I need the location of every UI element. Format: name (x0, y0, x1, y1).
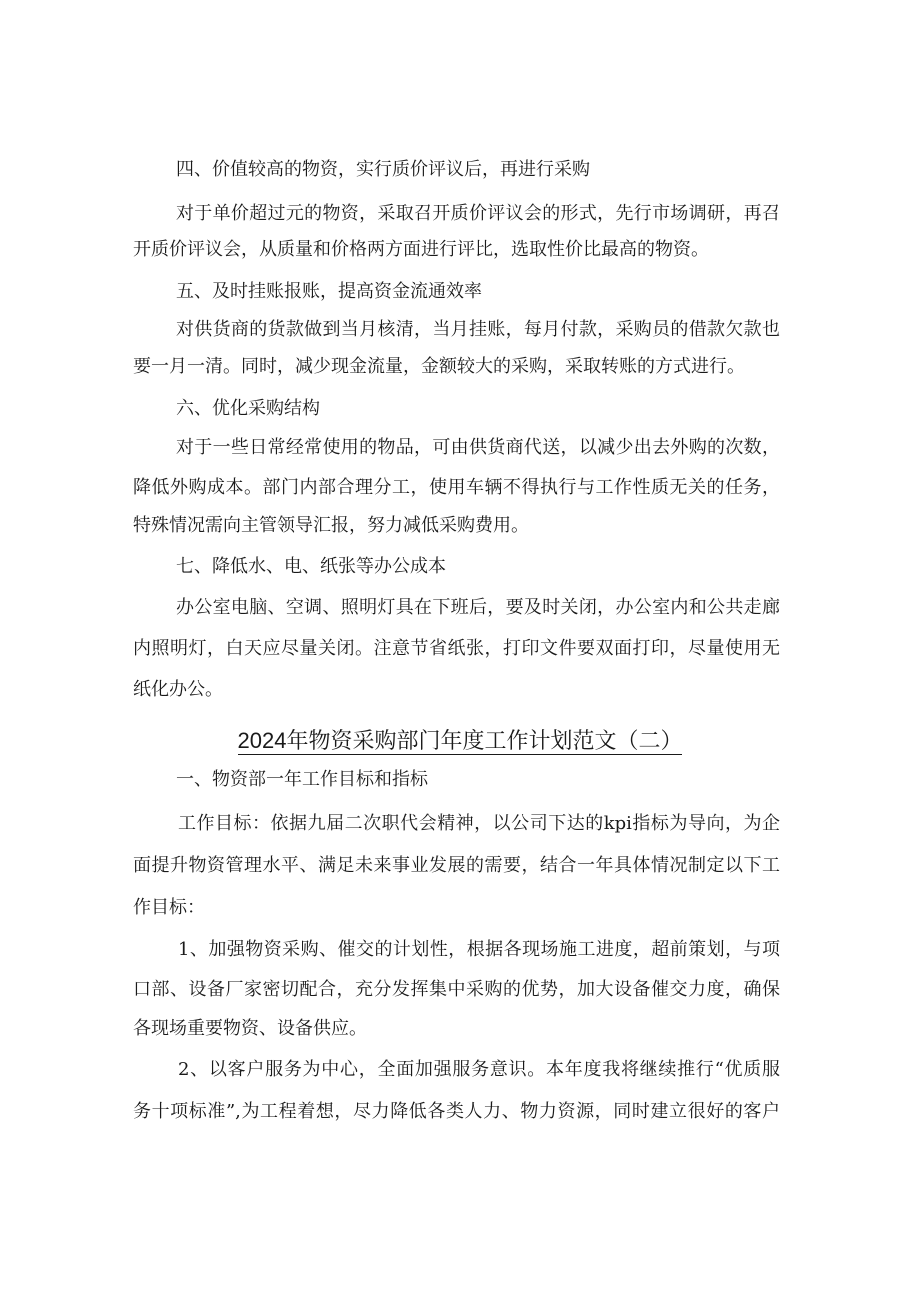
paragraph-line: 对供货商的货款做到当月核清，当月挂账，每月付款，采购员的借款欠款也 (176, 319, 780, 340)
heading-part-1: 一、物资部一年工作目标和指标 (176, 769, 428, 790)
paragraph-line: 对于一些日常经常使用的物品，可由供货商代送，以减少出去外购的次数， (176, 437, 780, 458)
paragraph-line: 开质价评议会，从质量和价格两方面进行评比，选取性价比最高的物资。 (133, 239, 709, 260)
paragraph-line: 办公室电脑、空调、照明灯具在下班后，要及时关闭，办公室内和公共走廊 (176, 597, 780, 618)
paragraph-line: 工作目标：依据九届二次职代会精神，以公司下达的kpi指标为导向，为企 (178, 813, 780, 834)
paragraph-line: 作目标： (133, 897, 205, 918)
paragraph-line: 1、加强物资采购、催交的计划性，根据各现场施工进度，超前策划，与项 (178, 939, 780, 960)
heading-section-6: 六、优化采购结构 (176, 398, 320, 419)
paragraph-line: 降低外购成本。部门内部合理分工，使用车辆不得执行与工作性质无关的任务， (133, 477, 780, 498)
paragraph-line: 对于单价超过元的物资，采取召开质价评议会的形式，先行市场调研，再召 (176, 203, 780, 224)
paragraph-line: 内照明灯，白天应尽量关闭。注意节省纸张，打印文件要双面打印，尽量使用无 (133, 638, 780, 659)
paragraph-line: 面提升物资管理水平、满足未来事业发展的需要，结合一年具体情况制定以下工 (133, 855, 780, 876)
document-title-text: 2024年物资采购部门年度工作计划范文（二） (237, 728, 683, 753)
paragraph-line: 各现场重要物资、设备供应。 (133, 1018, 367, 1039)
paragraph-line: 务十项标准”,为工程着想，尽力降低各类人力、物力资源，同时建立很好的客户 (133, 1101, 780, 1122)
heading-section-7: 七、降低水、电、纸张等办公成本 (176, 556, 446, 577)
paragraph-line: 要一月一清。同时，减少现金流量，金额较大的采购，采取转账的方式进行。 (133, 356, 745, 377)
heading-section-4: 四、价值较高的物资，实行质价评议后，再进行采购 (176, 159, 590, 180)
paragraph-line: 特殊情况需向主管领导汇报，努力减低采购费用。 (133, 515, 529, 536)
heading-section-5: 五、及时挂账报账，提高资金流通效率 (176, 281, 482, 302)
paragraph-line: 口部、设备厂家密切配合，充分发挥集中采购的优势，加大设备催交力度，确保 (133, 979, 780, 1000)
paragraph-line: 纸化办公。 (133, 679, 223, 700)
document-title (0, 726, 920, 756)
paragraph-line: 2、以客户服务为中心，全面加强服务意识。本年度我将继续推行“优质服 (178, 1059, 780, 1080)
